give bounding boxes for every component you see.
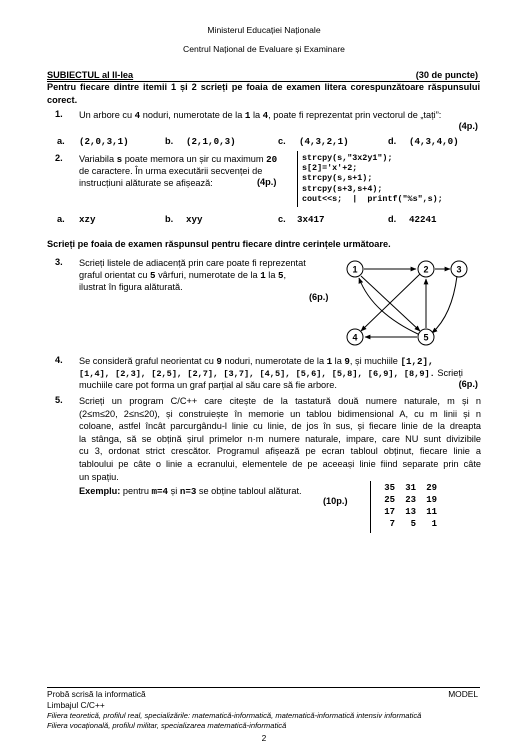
header-center: Centrul Național de Evaluare și Examinare <box>183 44 345 54</box>
q2-option-d: d. <box>388 214 397 224</box>
subject-instruction: Pentru fiecare dintre itemii 1 și 2 scrieți pe foaia de examen litera corespunzătoare răspunsului corect. <box>47 82 480 105</box>
q5-line: un spațiu. <box>79 471 119 482</box>
table-cell: 17 <box>384 507 395 517</box>
q2-points: (4p.) <box>257 177 277 187</box>
subject-points: (30 de puncte) <box>415 70 478 80</box>
q4-line3: muchiile care pot forma un graf parțial al său care să fie arbore. <box>79 380 337 390</box>
q2-line2: de caractere. În urma executării secvenței de <box>79 166 263 176</box>
footer-language: Limbajul C/C++ <box>47 700 105 710</box>
table-cell: 29 <box>426 483 437 493</box>
q5-line: cu 3, ordonat strict crescător. Programul afișează pe ecran tabloul obținut, fiecare linie a <box>79 446 481 457</box>
directed-graph-figure <box>340 255 475 350</box>
footer-model: MODEL <box>448 689 478 699</box>
footer-track-1: Filiera teoretică, profilul real, specializările: matematică-informatică, matematică-informatică intensiv informatică <box>47 711 422 720</box>
q2-line3: instrucțiuni alăturate se afișează: <box>79 178 213 188</box>
graph-node-label: 1 <box>352 264 358 275</box>
table-cell: 31 <box>405 483 416 493</box>
q2-option-a: a. <box>57 214 65 224</box>
q2-option-b-value: xyy <box>186 214 203 225</box>
q1-option-a: a. <box>57 136 65 146</box>
subject-title: SUBIECTUL al II-lea <box>47 70 134 80</box>
q2-option-b: b. <box>165 214 174 224</box>
q5-line: tabloului pe câte o linie a ecranului, elementele de pe aceeași linie fiind separate prin câte <box>79 458 481 469</box>
example-table <box>374 482 437 530</box>
table-row <box>374 506 437 518</box>
q5-points: (10p.) <box>323 496 348 506</box>
q3-line2: graful orientat cu 5 vârfuri, numerotate de la 1 la 5, <box>79 270 287 281</box>
header-ministry: Ministerul Educației Naționale <box>207 25 321 35</box>
q1-option-d: d. <box>388 136 397 146</box>
graph-node-label: 4 <box>352 332 358 343</box>
q4-line1: Se consideră graful neorientat cu 9 noduri, numerotate de la 1 la 9, și muchiile [1,2], <box>79 356 434 367</box>
graph-node-label: 3 <box>456 264 462 275</box>
q2-option-a-value: xzy <box>79 214 96 225</box>
q2-option-c-value: 3x417 <box>297 214 325 225</box>
q5-line: (2≤m≤20, 2≤n≤20), și construiește în memorie un tablou bidimensional A, cu m linii și n <box>79 408 481 419</box>
table-row <box>374 494 437 506</box>
table-cell: 11 <box>426 507 437 517</box>
q1-option-c-value: (4,3,2,1) <box>299 136 349 147</box>
q1-option-b: b. <box>165 136 174 146</box>
section-instruction: Scrieți pe foaia de examen răspunsul pentru fiecare dintre cerințele următoare. <box>47 239 391 249</box>
table-cell: 19 <box>426 495 437 505</box>
q3-points: (6p.) <box>309 292 329 302</box>
q2-line1: Variabila s poate memora un șir cu maximum 20 <box>79 154 278 165</box>
code-line: strcpy(s+3,s+4); <box>302 183 383 194</box>
q5-number: 5. <box>55 395 63 405</box>
q1-number: 1. <box>55 109 63 119</box>
code-line: cout<<s; | printf("%s",s); <box>302 193 443 204</box>
q4-points: (6p.) <box>458 379 478 389</box>
q3-line3: ilustrat în figura alăturată. <box>79 282 183 292</box>
table-cell: 35 <box>384 483 395 493</box>
table-cell: 1 <box>431 519 437 529</box>
code-line: strcpy(s,"3x2y1"); <box>302 153 393 163</box>
q2-number: 2. <box>55 153 63 163</box>
edge-3-5 <box>432 276 457 333</box>
table-cell: 13 <box>405 507 416 517</box>
q5-example: Exemplu: pentru m=4 și n=3 se obține tabloul alăturat. <box>79 486 302 497</box>
q2-code-bar <box>297 151 298 207</box>
q1-option-b-value: (2,1,0,3) <box>186 136 236 147</box>
q2-option-c: c. <box>278 214 286 224</box>
table-cell: 25 <box>384 495 395 505</box>
footer-track-2: Filiera vocațională, profilul militar, specializarea matematică-informatică <box>47 721 287 730</box>
graph-node-label: 5 <box>423 332 429 343</box>
q5-line: Scrieți un program C/C++ care citește de la tastatură două numere naturale, m și n <box>79 396 481 406</box>
table-cell: 7 <box>389 519 395 529</box>
q4-number: 4. <box>55 355 63 365</box>
code-line: strcpy(s,s+1); <box>302 173 373 184</box>
page-number: 2 <box>261 733 267 743</box>
q1-option-a-value: (2,0,3,1) <box>79 136 129 147</box>
q1-text: Un arbore cu 4 noduri, numerotate de la 1 la 4, poate fi reprezentat prin vectorul de „tați”: <box>79 110 442 121</box>
q2-code <box>302 153 443 204</box>
q1-option-c: c. <box>278 136 286 146</box>
q5-line: coloane, astfel încât parcurgându-l linie cu linie, de jos în sus, și fiecare linie de la dreapta <box>79 421 481 432</box>
q1-option-d-value: (4,3,4,0) <box>409 136 459 147</box>
code-line: s[2]='x'+2; <box>302 163 358 174</box>
table-row <box>374 482 437 494</box>
graph-node-label: 2 <box>423 264 429 275</box>
q5-line: la stânga, să se obțină șirul primelor n·m numere naturale, impare, care NU sunt divizibile <box>79 433 481 444</box>
footer-rule <box>47 687 480 688</box>
q3-number: 3. <box>55 257 63 267</box>
edge-5-1 <box>359 278 420 335</box>
table-cell: 5 <box>410 519 416 529</box>
footer-exam: Probă scrisă la informatică <box>47 689 146 699</box>
table-cell: 23 <box>405 495 416 505</box>
table-row <box>374 518 437 530</box>
q1-points: (4p.) <box>458 121 478 131</box>
q2-option-d-value: 42241 <box>409 214 437 225</box>
q3-line1: Scrieți listele de adiacență prin care poate fi reprezentat <box>79 258 306 268</box>
q5-body <box>79 395 481 483</box>
example-table-bar <box>370 481 371 533</box>
q4-line2: [1,4], [2,3], [2,5], [2,7], [3,7], [4,5], [5,6], [5,8], [6,9], [8,9]. Scrieți <box>79 368 463 379</box>
